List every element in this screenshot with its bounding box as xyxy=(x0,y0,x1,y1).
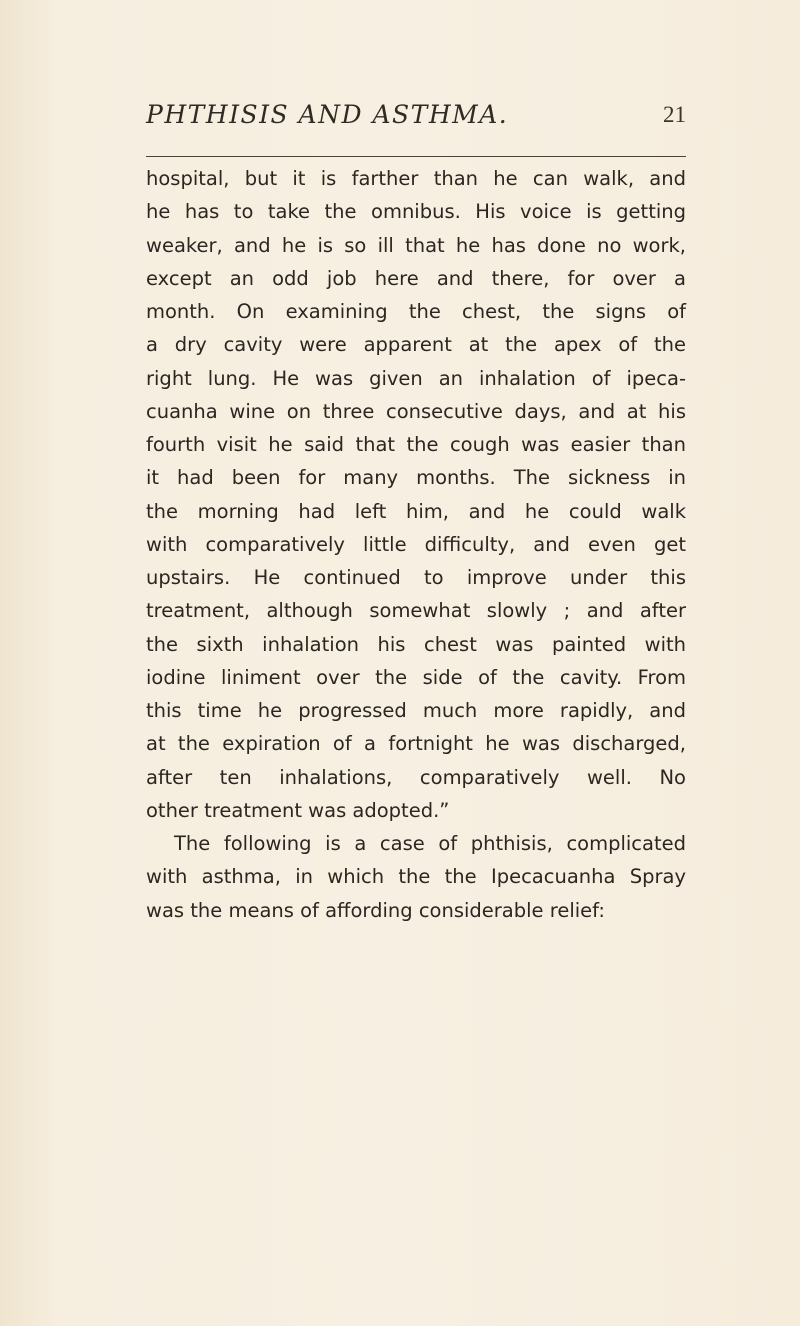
text-line: after ten inhalations, comparatively well. No xyxy=(146,765,686,789)
text-line: except an odd job here and there, for over a xyxy=(146,266,686,290)
text-line: fourth visit he said that the cough was easier than xyxy=(146,433,686,456)
text-line: was the means of affording considerable relief: xyxy=(146,898,605,922)
page-number: 21 xyxy=(663,102,686,127)
text-line: he has to take the omnibus. His voice is getting xyxy=(146,200,686,224)
text-line: month. On examining the chest, the signs of xyxy=(146,300,686,323)
text-line: a dry cavity were apparent at the apex of the xyxy=(146,333,686,357)
text-line: at the expiration of a fortnight he was discharged, xyxy=(146,732,686,756)
text-line: upstairs. He continued to improve under this xyxy=(146,566,686,589)
page-header xyxy=(146,100,686,140)
text-line: the morning had left him, and he could walk xyxy=(146,499,686,523)
body-text xyxy=(146,162,686,927)
text-line: right lung. He was given an inhalation of ipeca- xyxy=(146,366,686,390)
text-line: iodine liniment over the side of the cavity. From xyxy=(146,665,686,689)
text-line: this time he progressed much more rapidly, and xyxy=(146,699,686,722)
paragraph-start-line: The following is a case of phthisis, complicated xyxy=(174,832,686,855)
running-title: PHTHISIS AND ASTHMA. xyxy=(146,100,509,129)
paragraph-end-line: other treatment was adopted.” xyxy=(146,798,450,822)
text-line: hospital, but it is farther than he can walk, and xyxy=(146,167,686,190)
text-line: cuanha wine on three consecutive days, and at his xyxy=(146,399,686,423)
text-line: weaker, and he is so ill that he has done no work, xyxy=(146,233,686,257)
text-line: with comparatively little difficulty, and even get xyxy=(146,532,686,556)
text-line: the sixth inhalation his chest was painted with xyxy=(146,632,686,656)
header-rule xyxy=(146,156,686,157)
text-line: treatment, although somewhat slowly ; and after xyxy=(146,599,686,623)
text-line: it had been for many months. The sickness in xyxy=(146,466,686,490)
text-line: with asthma, in which the the Ipecacuanha Spray xyxy=(146,865,686,889)
